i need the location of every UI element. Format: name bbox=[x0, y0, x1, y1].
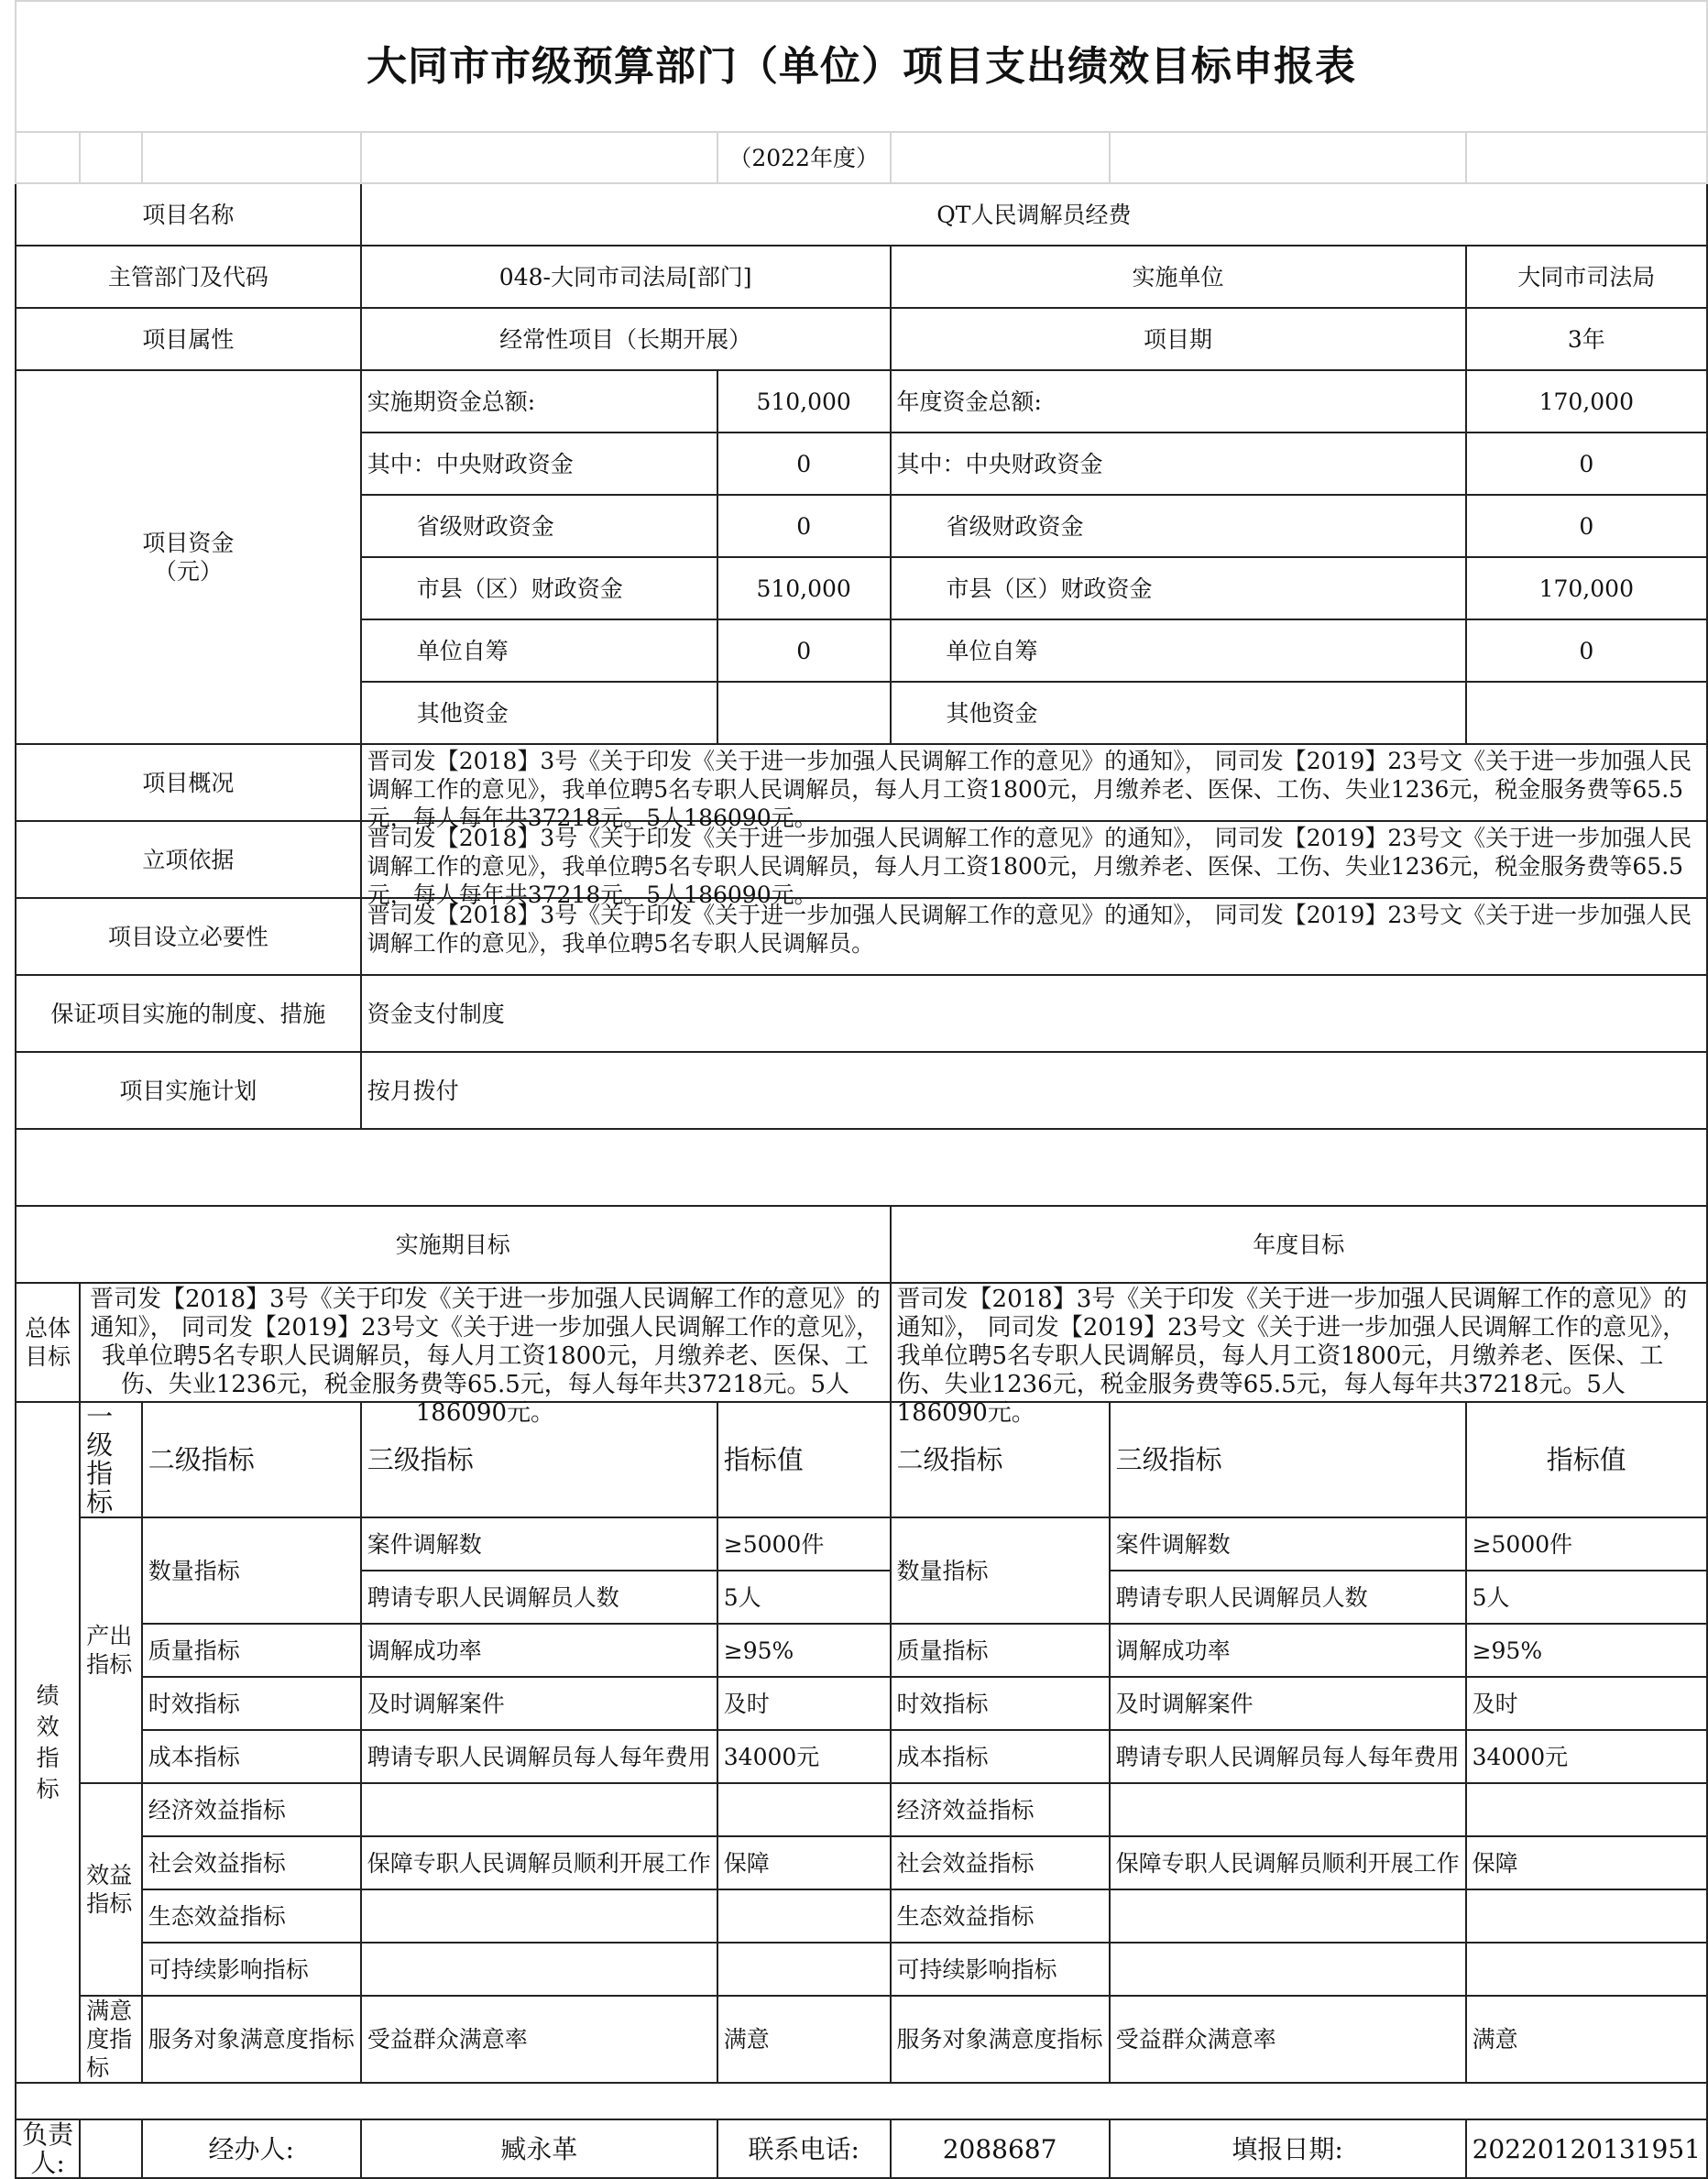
funds-label: 项目资金 （元） bbox=[16, 370, 361, 744]
header-value: 指标值 bbox=[717, 1402, 891, 1517]
annual-goal-label: 年度目标 bbox=[891, 1206, 1707, 1283]
funds-label-left: 省级财政资金 bbox=[361, 495, 717, 557]
handler-value: 臧永革 bbox=[361, 2119, 717, 2178]
impl-unit-label: 实施单位 bbox=[891, 246, 1466, 308]
spacer-row bbox=[16, 2083, 1707, 2119]
indicator-level3-annual: 保障专职人民调解员顺利开展工作 bbox=[1110, 1836, 1466, 1889]
indicator-level2: 生态效益指标 bbox=[142, 1889, 361, 1943]
indicator-level3: 聘请专职人民调解员每人每年费用 bbox=[361, 1730, 717, 1783]
header-level3-annual: 三级指标 bbox=[1110, 1402, 1466, 1517]
funds-value-right: 170,000 bbox=[1466, 557, 1707, 619]
funds-value-right bbox=[1466, 682, 1707, 744]
funds-label-left: 实施期资金总额: bbox=[361, 370, 717, 433]
indicator-level2-annual: 服务对象满意度指标 bbox=[891, 1996, 1110, 2083]
indicator-value-annual bbox=[1466, 1943, 1707, 1996]
funds-value-right: 0 bbox=[1466, 495, 1707, 557]
indicator-level3: 受益群众满意率 bbox=[361, 1996, 717, 2083]
indicator-level3 bbox=[361, 1889, 717, 1943]
overview-text: 晋司发【2018】3号《关于印发《关于进一步加强人民调解工作的意见》的通知》， 同司发【2019】23号文《关于进一步加强人民调解工作的意见》，我单位聘5名专职人民调解员，每人月工资1800元，月缴养老、医保、工伤、失业1236元，税金服务费等65.5元，每人每年共37218元。5人186090元。 bbox=[361, 744, 1707, 821]
indicator-level3-annual: 及时调解案件 bbox=[1110, 1677, 1466, 1730]
indicator-value-annual: ≥5000件 bbox=[1466, 1517, 1707, 1571]
funds-label-right: 省级财政资金 bbox=[891, 495, 1466, 557]
funds-label-left: 其中：中央财政资金 bbox=[361, 433, 717, 495]
indicator-level3-annual bbox=[1110, 1783, 1466, 1836]
funds-value-left: 0 bbox=[717, 495, 891, 557]
category-satisfaction: 满意度指标 bbox=[80, 1996, 142, 2083]
header-value-annual: 指标值 bbox=[1466, 1402, 1707, 1517]
indicator-value-annual: 5人 bbox=[1466, 1571, 1707, 1624]
overall-goal-label: 总体目标 bbox=[16, 1283, 80, 1402]
indicator-level3-annual: 聘请专职人民调解员人数 bbox=[1110, 1571, 1466, 1624]
indicator-level2-annual: 质量指标 bbox=[891, 1624, 1110, 1677]
necessity-label: 项目设立必要性 bbox=[16, 898, 361, 975]
blank-row bbox=[16, 1129, 1707, 1206]
funds-value-left: 0 bbox=[717, 433, 891, 495]
indicator-value bbox=[717, 1943, 891, 1996]
date-value: 20220120131951 bbox=[1466, 2119, 1707, 2178]
indicator-value: ≥5000件 bbox=[717, 1517, 891, 1571]
indicator-value-annual: 及时 bbox=[1466, 1677, 1707, 1730]
indicator-level3-annual bbox=[1110, 1943, 1466, 1996]
indicator-level3 bbox=[361, 1783, 717, 1836]
funds-value-right: 0 bbox=[1466, 433, 1707, 495]
funds-label-right: 单位自筹 bbox=[891, 619, 1466, 682]
form-title: 大同市市级预算部门（单位）项目支出绩效目标申报表 bbox=[16, 1, 1707, 132]
period-goal-text: 晋司发【2018】3号《关于印发《关于进一步加强人民调解工作的意见》的通知》， 同司发【2019】23号文《关于进一步加强人民调解工作的意见》，我单位聘5名专职人民调解员，每人月工资1800元，月缴养老、医保、工伤、失业1236元，税金服务费等65.5元，每人每年共37218元。5人186090元。 bbox=[80, 1283, 890, 1402]
phone-label: 联系电话: bbox=[717, 2119, 891, 2178]
project-name: QT人民调解员经费 bbox=[361, 183, 1707, 246]
indicator-level3-annual: 调解成功率 bbox=[1110, 1624, 1466, 1677]
phone-value: 2088687 bbox=[891, 2119, 1110, 2178]
indicator-value-annual bbox=[1466, 1889, 1707, 1943]
period-value: 3年 bbox=[1466, 308, 1707, 370]
indicator-value-annual: 满意 bbox=[1466, 1996, 1707, 2083]
indicator-level3: 案件调解数 bbox=[361, 1517, 717, 1571]
indicator-level2-annual: 数量指标 bbox=[891, 1517, 1110, 1624]
indicator-value: 34000元 bbox=[717, 1730, 891, 1783]
indicator-value-annual: 保障 bbox=[1466, 1836, 1707, 1889]
funds-label-right: 其他资金 bbox=[891, 682, 1466, 744]
indicator-value-annual bbox=[1466, 1783, 1707, 1836]
indicator-level2: 服务对象满意度指标 bbox=[142, 1996, 361, 2083]
overview-label: 项目概况 bbox=[16, 744, 361, 821]
category-benefit: 效益指标 bbox=[80, 1783, 142, 1996]
form-year: （2022年度） bbox=[717, 132, 891, 183]
dept-value: 048-大同市司法局[部门] bbox=[361, 246, 891, 308]
indicator-level3-annual: 聘请专职人民调解员每人每年费用 bbox=[1110, 1730, 1466, 1783]
indicator-value: 及时 bbox=[717, 1677, 891, 1730]
handler-label: 经办人: bbox=[142, 2119, 361, 2178]
attr-label: 项目属性 bbox=[16, 308, 361, 370]
indicator-level2-annual: 生态效益指标 bbox=[891, 1889, 1110, 1943]
indicator-value: ≥95% bbox=[717, 1624, 891, 1677]
funds-value-left bbox=[717, 682, 891, 744]
plan-label: 项目实施计划 bbox=[16, 1052, 361, 1129]
indicator-level2: 可持续影响指标 bbox=[142, 1943, 361, 1996]
indicator-value bbox=[717, 1783, 891, 1836]
measures-label: 保证项目实施的制度、措施 bbox=[16, 975, 361, 1052]
category-output: 产出指标 bbox=[80, 1517, 142, 1783]
indicator-value bbox=[717, 1889, 891, 1943]
indicator-level2: 时效指标 bbox=[142, 1677, 361, 1730]
date-label: 填报日期: bbox=[1110, 2119, 1466, 2178]
indicator-level2: 质量指标 bbox=[142, 1624, 361, 1677]
indicator-level2: 经济效益指标 bbox=[142, 1783, 361, 1836]
indicator-level2-annual: 时效指标 bbox=[891, 1677, 1110, 1730]
indicator-level3 bbox=[361, 1943, 717, 1996]
header-level2-annual: 二级指标 bbox=[891, 1402, 1110, 1517]
funds-value-right: 170,000 bbox=[1466, 370, 1707, 433]
head-label: 负责人: bbox=[16, 2119, 80, 2178]
indicator-value: 满意 bbox=[717, 1996, 891, 2083]
measures-text: 资金支付制度 bbox=[361, 975, 1707, 1052]
header-level1: 一级指标 bbox=[80, 1402, 142, 1517]
indicator-value: 5人 bbox=[717, 1571, 891, 1624]
indicator-level2-annual: 社会效益指标 bbox=[891, 1836, 1110, 1889]
funds-value-right: 0 bbox=[1466, 619, 1707, 682]
basis-text: 晋司发【2018】3号《关于印发《关于进一步加强人民调解工作的意见》的通知》， 同司发【2019】23号文《关于进一步加强人民调解工作的意见》，我单位聘5名专职人民调解员，每人月工资1800元，月缴养老、医保、工伤、失业1236元，税金服务费等65.5元，每人每年共37218元。5人186090元。 bbox=[361, 821, 1707, 898]
indicator-value-annual: ≥95% bbox=[1466, 1624, 1707, 1677]
funds-label-left: 其他资金 bbox=[361, 682, 717, 744]
indicator-value: 保障 bbox=[717, 1836, 891, 1889]
impl-unit-value: 大同市司法局 bbox=[1466, 246, 1707, 308]
funds-label-right: 市县（区）财政资金 bbox=[891, 557, 1466, 619]
necessity-text: 晋司发【2018】3号《关于印发《关于进一步加强人民调解工作的意见》的通知》， 同司发【2019】23号文《关于进一步加强人民调解工作的意见》，我单位聘5名专职人民调解员。 bbox=[361, 898, 1707, 975]
indicator-level3-annual: 受益群众满意率 bbox=[1110, 1996, 1466, 2083]
indicator-level2-annual: 成本指标 bbox=[891, 1730, 1110, 1783]
project-name-label: 项目名称 bbox=[16, 183, 361, 246]
dept-label: 主管部门及代码 bbox=[16, 246, 361, 308]
basis-label: 立项依据 bbox=[16, 821, 361, 898]
indicator-level2: 数量指标 bbox=[142, 1517, 361, 1624]
indicator-level3-annual bbox=[1110, 1889, 1466, 1943]
header-level2: 二级指标 bbox=[142, 1402, 361, 1517]
funds-value-left: 0 bbox=[717, 619, 891, 682]
indicator-level2: 成本指标 bbox=[142, 1730, 361, 1783]
indicator-level3: 保障专职人民调解员顺利开展工作 bbox=[361, 1836, 717, 1889]
plan-text: 按月拨付 bbox=[361, 1052, 1707, 1129]
funds-value-left: 510,000 bbox=[717, 370, 891, 433]
indicator-level3: 及时调解案件 bbox=[361, 1677, 717, 1730]
funds-label-right: 年度资金总额: bbox=[891, 370, 1466, 433]
annual-goal-text: 晋司发【2018】3号《关于印发《关于进一步加强人民调解工作的意见》的通知》， 同司发【2019】23号文《关于进一步加强人民调解工作的意见》，我单位聘5名专职人民调解员，每人月工资1800元，月缴养老、医保、工伤、失业1236元，税金服务费等65.5元，每人每年共37218元。5人186090元。 bbox=[891, 1283, 1707, 1402]
header-level3: 三级指标 bbox=[361, 1402, 717, 1517]
funds-label-left: 市县（区）财政资金 bbox=[361, 557, 717, 619]
head-value bbox=[80, 2119, 142, 2178]
indicator-level2: 社会效益指标 bbox=[142, 1836, 361, 1889]
funds-value-left: 510,000 bbox=[717, 557, 891, 619]
indicator-level2-annual: 可持续影响指标 bbox=[891, 1943, 1110, 1996]
period-goal-label: 实施期目标 bbox=[16, 1206, 891, 1283]
funds-label-right: 其中：中央财政资金 bbox=[891, 433, 1466, 495]
attr-value: 经常性项目（长期开展） bbox=[361, 308, 891, 370]
indicator-level3: 聘请专职人民调解员人数 bbox=[361, 1571, 717, 1624]
period-label: 项目期 bbox=[891, 308, 1466, 370]
performance-form bbox=[15, 0, 1708, 2179]
indicator-level3: 调解成功率 bbox=[361, 1624, 717, 1677]
perf-label: 绩 效 指 标 bbox=[16, 1402, 80, 2083]
indicator-level3-annual: 案件调解数 bbox=[1110, 1517, 1466, 1571]
funds-label-left: 单位自筹 bbox=[361, 619, 717, 682]
indicator-value-annual: 34000元 bbox=[1466, 1730, 1707, 1783]
indicator-level2-annual: 经济效益指标 bbox=[891, 1783, 1110, 1836]
